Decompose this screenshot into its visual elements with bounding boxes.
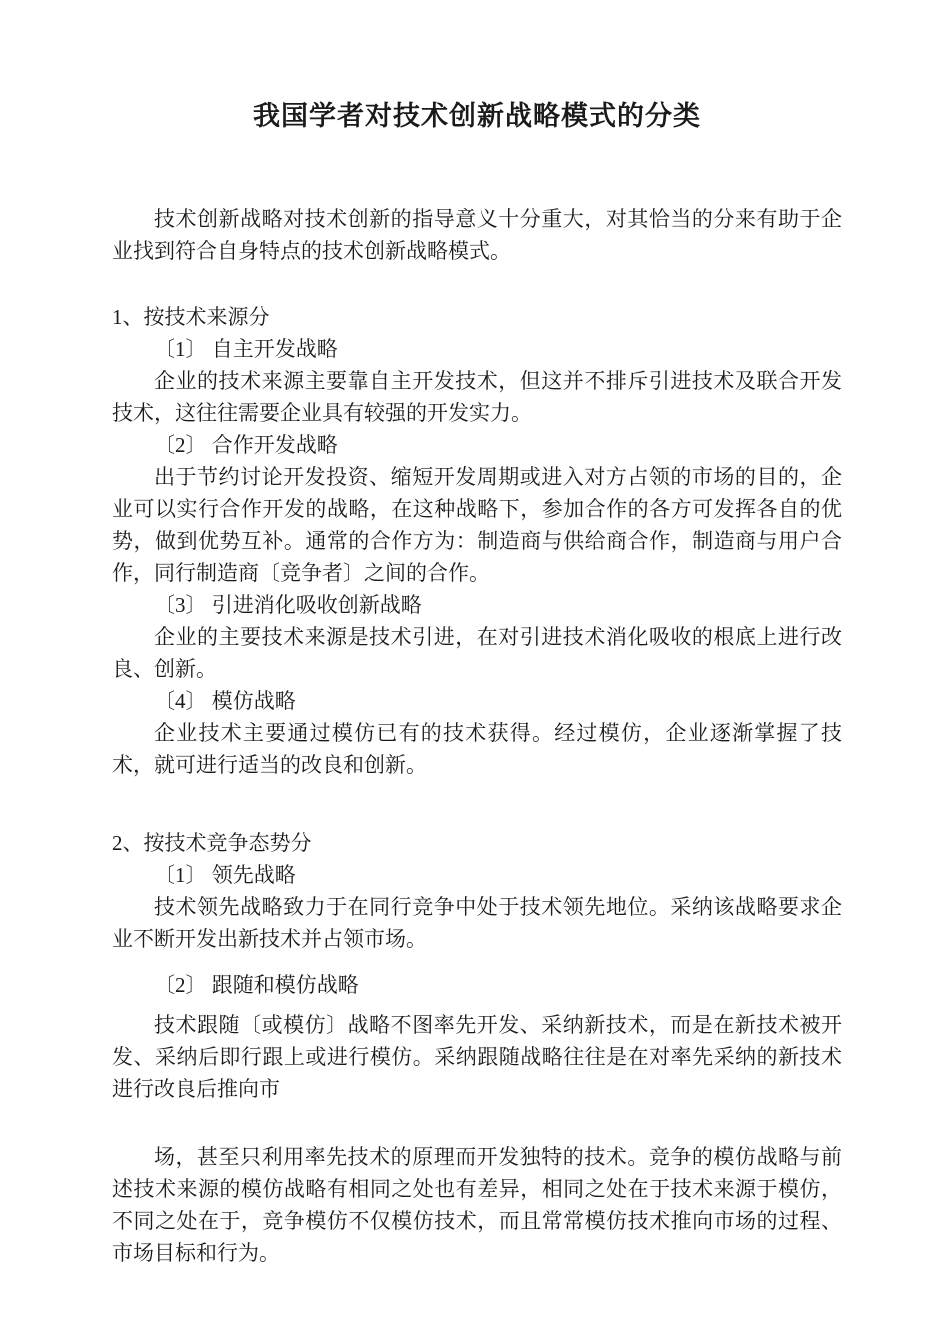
section-1-item-4-body: 企业技术主要通过模仿已有的技术获得。经过模仿，企业逐渐掌握了技术，就可进行适当的改良和创新。	[112, 721, 842, 777]
section-1-item-1-subheading: 〔1〕 自主开发战略	[154, 337, 338, 361]
section-1-item-1-body: 企业的技术来源主要靠自主开发技术，但这并不排斥引进技术及联合开发技术，这往往需要企业具有较强的开发实力。	[112, 369, 842, 425]
section-1-item-2-body: 出于节约讨论开发投资、缩短开发周期或进入对方占领的市场的目的，企业可以实行合作开发的战略，在这种战略下，参加合作的各方可发挥各自的优势，做到优势互补。通常的合作方为：制造商与供给商合作，制造商与用户合作，同行制造商〔竞争者〕之间的合作。	[112, 465, 842, 585]
closing-paragraph: 场，甚至只利用率先技术的原理而开发独特的技术。竞争的模仿战略与前述技术来源的模仿战略有相同之处也有差异，相同之处在于技术来源于模仿，不同之处在于，竞争模仿不仅模仿技术，而且常常模仿技术推向市场的过程、市场目标和行为。	[112, 1145, 842, 1265]
section-1-heading: 1、按技术来源分	[112, 305, 270, 329]
section-1-item-3-subheading: 〔3〕 引进消化吸收创新战略	[154, 593, 422, 617]
section-2-heading: 2、按技术竞争态势分	[112, 831, 312, 855]
section-2-item-1-body: 技术领先战略致力于在同行竞争中处于技术领先地位。采纳该战略要求企业不断开发出新技术并占领市场。	[112, 895, 842, 951]
document-title: 我国学者对技术创新战略模式的分类	[253, 101, 701, 131]
section-2-item-2-subheading: 〔2〕 跟随和模仿战略	[154, 973, 359, 997]
section-1-item-2-subheading: 〔2〕 合作开发战略	[154, 433, 338, 457]
intro-paragraph: 技术创新战略对技术创新的指导意义十分重大，对其恰当的分来有助于企业找到符合自身特点的技术创新战略模式。	[112, 207, 842, 263]
section-2-item-2-body: 技术跟随〔或模仿〕战略不图率先开发、采纳新技术，而是在新技术被开发、采纳后即行跟上或进行模仿。采纳跟随战略往往是在对率先采纳的新技术进行改良后推向市	[112, 1013, 842, 1101]
section-1-item-4-subheading: 〔4〕 模仿战略	[154, 689, 296, 713]
section-2-item-1-subheading: 〔1〕 领先战略	[154, 863, 296, 887]
section-1-item-3-body: 企业的主要技术来源是技术引进，在对引进技术消化吸收的根底上进行改良、创新。	[112, 625, 842, 681]
